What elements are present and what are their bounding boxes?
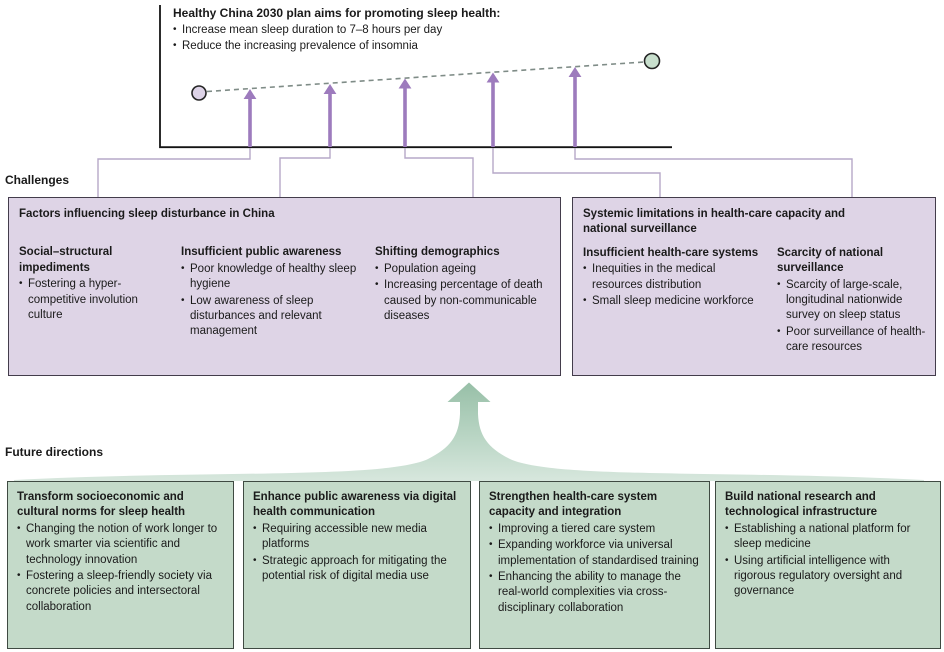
- up-arrow-icon: [399, 79, 412, 148]
- column-heading: Insufficient health-care systems: [583, 246, 759, 259]
- factors-box-title: Factors influencing sleep disturbance in China: [19, 208, 275, 220]
- column-heading: Shifting demographics: [375, 246, 500, 259]
- challenges-label: Challenges: [5, 173, 70, 187]
- future-box-public-awareness: [243, 481, 471, 649]
- connector-line: [280, 148, 330, 198]
- bullet-item: • Establishing a national platform for sleep medicine: [725, 522, 931, 553]
- column-heading: Scarcity of national surveillance: [777, 246, 884, 275]
- connector-line: [493, 148, 660, 198]
- systemic-column-health-care: [583, 246, 761, 357]
- trend-end-point: [645, 54, 660, 69]
- trend-start-point: [192, 86, 206, 100]
- bullet-item: • Scarcity of large-scale, longitudinal nationwide survey on sleep status: [777, 278, 927, 324]
- future-box-health-care-system: [479, 481, 710, 649]
- connector-line: [405, 148, 473, 198]
- connector-line: [98, 148, 250, 198]
- bullet-item: • Small sleep medicine workforce: [583, 294, 761, 309]
- bullet-item: • Fostering a hyper-competitive involution culture: [19, 277, 165, 323]
- future-directions-label: Future directions: [5, 445, 104, 459]
- bullet-item: • Population ageing: [375, 262, 545, 277]
- future-box-title: Enhance public awareness via digital health communication: [253, 491, 457, 519]
- bullet-item: • Changing the notion of work longer to work smarter via scientific and technology innovation: [17, 522, 224, 568]
- factors-column-social-structural: [19, 245, 165, 340]
- factors-box: [8, 197, 561, 376]
- future-box-research-infrastructure: [715, 481, 941, 649]
- up-arrow-icon: [244, 89, 257, 147]
- bullet-item: • Using artificial intelligence with rigorous regulatory oversight and governance: [725, 554, 931, 600]
- column-heading: Insufficient public awareness: [181, 246, 342, 259]
- bullet-item: • Expanding workforce via universal implementation of standardised training: [489, 538, 700, 569]
- systemic-limitations-box: [572, 197, 936, 376]
- factors-column-demographics: [375, 245, 545, 340]
- goal-panel: [173, 5, 633, 56]
- bullet-item: • Increasing percentage of death caused by non-communicable diseases: [375, 278, 545, 324]
- bullet-item: • Improving a tiered care system: [489, 522, 700, 537]
- bullet-item: • Strategic approach for mitigating the potential risk of digital media use: [253, 554, 461, 585]
- up-arrow-icon: [324, 84, 337, 147]
- future-box-title: Transform socioeconomic and cultural norms for sleep health: [17, 491, 186, 519]
- bullet-item: • Requiring accessible new media platforms: [253, 522, 461, 553]
- future-directions-arrow-icon: [14, 383, 924, 482]
- future-box-title: Strengthen health-care system capacity and integration: [489, 491, 658, 519]
- goal-bullet: • Reduce the increasing prevalence of insomnia: [173, 39, 633, 54]
- bullet-item: • Poor knowledge of healthy sleep hygiene: [181, 262, 359, 293]
- future-box-title: Build national research and technological infrastructure: [725, 491, 878, 519]
- bullet-item: • Inequities in the medical resources distribution: [583, 262, 761, 293]
- future-box-transform-norms: [7, 481, 234, 649]
- up-arrow-icon: [569, 67, 582, 147]
- systemic-column-surveillance: [777, 246, 927, 357]
- bullet-item: • Enhancing the ability to manage the real-world complexities via cross-disciplinary collaboration: [489, 570, 700, 616]
- bullet-item: • Low awareness of sleep disturbances and relevant management: [181, 294, 359, 340]
- factors-column-public-awareness: [181, 245, 359, 340]
- bullet-item: • Poor surveillance of health-care resources: [777, 325, 927, 356]
- goal-title: Healthy China 2030 plan aims for promoting sleep health:: [173, 6, 501, 20]
- systemic-box-title: Systemic limitations in health-care capacity and national surveillance: [583, 208, 846, 236]
- bullet-item: • Fostering a sleep-friendly society via concrete policies and intersectoral collaboration: [17, 569, 224, 615]
- goal-bullet: • Increase mean sleep duration to 7–8 hours per day: [173, 23, 633, 38]
- column-heading: Social–structural impediments: [19, 246, 113, 274]
- up-arrow-icon: [487, 73, 500, 148]
